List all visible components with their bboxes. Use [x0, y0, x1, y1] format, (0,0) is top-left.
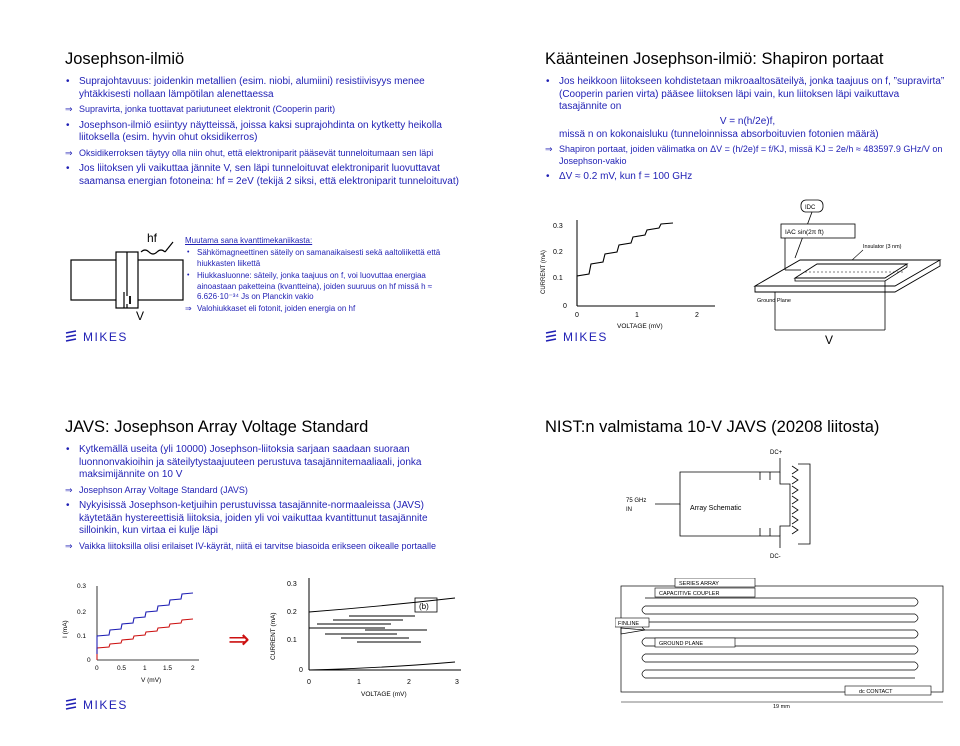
insulator-label: Insulator (3 nm)	[863, 244, 902, 250]
y-tick: 0	[299, 667, 303, 674]
slide-title: Käänteinen Josephson-ilmiö: Shapiron portaat	[545, 50, 884, 68]
y-tick: 0.3	[553, 223, 563, 230]
formula: V = n(h/2e)f,	[719, 115, 776, 127]
dc-contact-label: dc CONTACT	[859, 689, 893, 695]
ground-plane-label: GROUND PLANE	[659, 641, 704, 647]
mikes-logo	[545, 330, 608, 344]
y-tick: 0.1	[553, 275, 563, 282]
hf-label: hf	[147, 231, 158, 245]
y-tick: 0.3	[77, 583, 87, 590]
sub-bullet: ⇒ Oksidikerroksen täytyy olla niin ohut, että elektroniparit pääsevät tunneloitumaan sen läpi	[65, 148, 470, 160]
scale-label: 19 mm	[773, 704, 790, 708]
photon-wave-icon	[141, 250, 165, 254]
mikes-logo	[65, 698, 128, 712]
iv-plot-hysteretic	[265, 572, 475, 702]
x-tick: 1	[143, 665, 147, 672]
in-label: IN	[626, 507, 632, 513]
slide-nist-javs	[525, 396, 960, 726]
bullet: • Suprajohtavuus: joidenkin metallien (esim. niobi, alumiini) resistiivisyys menee yhtäkkisesti nollaan lämpötilan alenettaessa	[65, 76, 470, 101]
x-tick: 0	[575, 312, 579, 319]
ghz-label: 75 GHz	[626, 498, 647, 504]
box-conclusion: ⇒ Valohiukkaset eli fotonit, joiden energia on hf	[185, 304, 453, 314]
logo-text: MIKES	[83, 698, 128, 712]
v-label: V	[136, 309, 145, 322]
mikes-logo	[65, 330, 128, 344]
y-tick: 0.3	[287, 581, 297, 588]
quantum-info-box	[185, 236, 453, 315]
bullet: • Jos heikkoon liitokseen kohdistetaan mikroaaltosäteilyä, jonka taajuus on f, ”supravirta” (Cooperin parien virta) pääsee liitoksen läpi vain, kun liitoksen läpi vaikuttava tasajännite on	[545, 76, 950, 114]
iv-curve	[577, 223, 673, 306]
array-schematic-label: Array Schematic	[690, 505, 742, 512]
chip-layout-drawing	[615, 578, 955, 708]
v-label: V	[825, 333, 834, 347]
dc-plus-label: DC+	[770, 450, 783, 456]
bullet-continuation: missä n on kokonaisluku (tunneloinnissa absorboituvien fotonien määrä)	[559, 128, 879, 140]
x-tick: 0	[307, 679, 311, 686]
slide-shapiro-steps	[525, 28, 960, 358]
y-axis-label: I (mA)	[62, 620, 69, 638]
shapiro-steps-plot	[537, 214, 727, 334]
slide-body	[65, 444, 470, 557]
photon-arrow-icon	[165, 242, 173, 252]
box-heading: Muutama sana kvanttimekaniikasta:	[185, 236, 313, 245]
bullet: • ΔV ≈ 0.2 mV, kun f = 100 GHz	[545, 171, 950, 184]
sub-bullet: ⇒ Supravirta, jonka tuottavat pariutuneet elektronit (Cooperin parit)	[65, 104, 470, 116]
iac-label: IAC sin(2π ft)	[785, 229, 824, 236]
series-array-label: SERIES ARRAY	[679, 581, 719, 587]
slide-josephson-effect	[45, 28, 485, 358]
x-tick: 1	[635, 312, 639, 319]
mikes-logo-icon	[65, 330, 77, 344]
capacitive-coupler-label: CAPACITIVE COUPLER	[659, 591, 720, 597]
x-axis-label: V (mV)	[141, 677, 162, 684]
x-tick: 2	[407, 679, 411, 686]
panel-label: (b)	[419, 602, 429, 611]
slide-body	[545, 76, 950, 187]
x-tick: 1	[357, 679, 361, 686]
y-axis-label: CURRENT (mA)	[270, 612, 277, 660]
x-axis-label: VOLTAGE (mV)	[361, 691, 407, 698]
y-tick: 0	[87, 657, 91, 664]
logo-text: MIKES	[563, 330, 608, 344]
x-tick: 0.5	[117, 665, 127, 672]
y-axis-label: CURRENT (mA)	[541, 250, 547, 294]
logo-text: MIKES	[83, 330, 128, 344]
array-schematic	[620, 444, 880, 564]
iv-plot-single	[59, 576, 209, 694]
schematic-lines	[655, 458, 810, 548]
bullet: • Kytkemällä useita (yli 10000) Josephson-liitoksia sarjaan saadaan suoraan luonnonvakioihin ja säteilytystaajuuteen perustuva tasajännitemaaliaali, jonka maksimijännite on 10 V	[65, 444, 470, 482]
slide-title: Josephson-ilmiö	[65, 50, 185, 68]
x-axis-label: VOLTAGE (mV)	[617, 323, 663, 330]
x-tick: 0	[95, 665, 99, 672]
mikes-logo-icon	[65, 698, 77, 712]
sub-bullet: ⇒ Vaikka liitoksilla olisi erilaiset IV-käyrät, niitä ei tarvitse biasoida erikseen oikealle portaalle	[65, 541, 470, 553]
junction-circuit-diagram	[67, 230, 192, 322]
y-tick: 0.1	[77, 633, 87, 640]
iv-curve-red	[97, 619, 193, 660]
bullet: • Jos liitoksen yli vaikuttaa jännite V, sen läpi tunneloituvat elektroniparit luovuttavat saamansa energian fotoneina: hf = 2eV (tekijä 2 siksi, että elektroniparit tunneloituvat)	[65, 163, 470, 188]
x-tick: 3	[455, 679, 459, 686]
sub-bullet: ⇒ Shapiron portaat, joiden välimatka on ΔV = (h/2e)f = f/KJ, missä KJ = 2e/h ≈ 483597.9 GHz/V on Josephson-vakio	[545, 144, 950, 167]
finline-label: FINLINE	[618, 621, 640, 627]
box-item: • Hiukkasluonne: säteily, jonka taajuus on f, voi luovuttaa energiaa ainoastaan paketteina (kvantteina), joiden suuruus on hf missä h ≈ 6.626·10⁻³⁴ Js on Planckin vakio	[185, 271, 453, 302]
y-tick: 0.2	[287, 609, 297, 616]
junction-device-drawing	[735, 198, 960, 348]
mikes-logo-icon	[545, 330, 557, 344]
y-tick: 0.2	[553, 249, 563, 256]
bullet: • Nykyisissä Josephson-ketjuihin perustuvissa tasajännite-normaaleissa (JAVS) käytetään hystereettisiä liitoksia, joiden yli voi vaikuttaa kvantittunut tasajännite silloinkin, kun virtaa ei kulje läpi	[65, 500, 470, 538]
x-tick: 1.5	[163, 665, 173, 672]
slide-javs	[45, 396, 485, 726]
slide-body	[65, 76, 470, 192]
y-tick: 0.1	[287, 637, 297, 644]
slide-title: JAVS: Josephson Array Voltage Standard	[65, 418, 369, 436]
idc-label: IDC	[805, 205, 816, 211]
x-tick: 2	[695, 312, 699, 319]
implies-arrow: ⇒	[228, 624, 250, 654]
slide-title: NIST:n valmistama 10-V JAVS (20208 liitosta)	[545, 418, 880, 436]
ground-plane-label: Ground Plane	[757, 298, 791, 304]
box-item: • Sähkömagneettinen säteily on samanaikaisesti sekä aaltoliikettä että hiukkasten liikettä	[185, 248, 453, 269]
x-tick: 2	[191, 665, 195, 672]
dc-minus-label: DC-	[770, 554, 781, 560]
y-tick: 0	[563, 303, 567, 310]
y-tick: 0.2	[77, 609, 87, 616]
bullet: • Josephson-ilmiö esiintyy näytteissä, joissa kaksi suprajohdinta on kytketty heikolla liitoksella (esim. hyvin ohut oksidikerros)	[65, 120, 470, 145]
sub-bullet: ⇒ Josephson Array Voltage Standard (JAVS)	[65, 485, 470, 497]
